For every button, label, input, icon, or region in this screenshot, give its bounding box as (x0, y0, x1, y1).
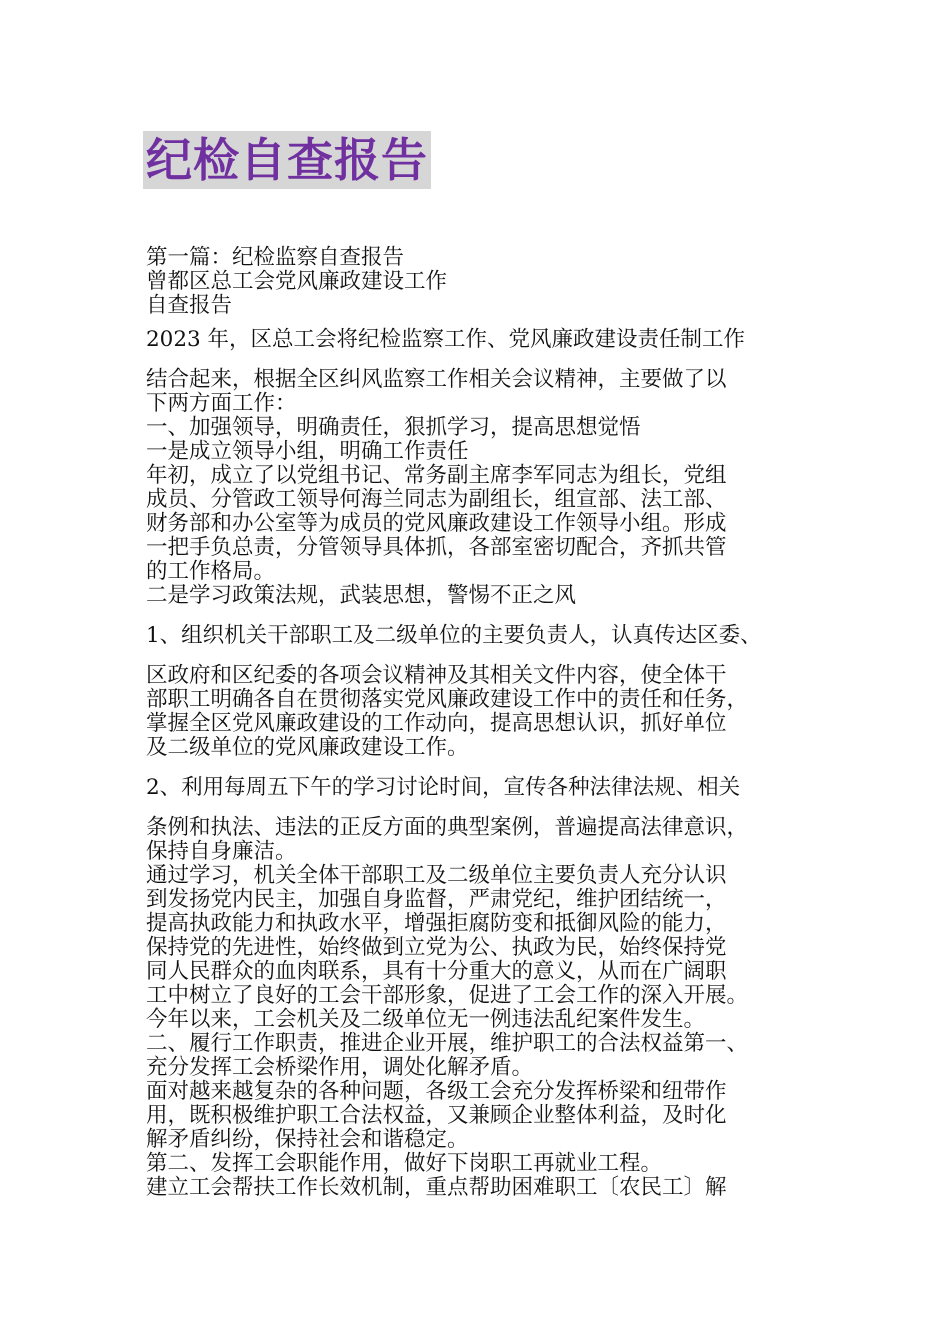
body-line: 二、履行工作职责，推进企业开展，维护职工的合法权益第一、 (146, 1031, 749, 1056)
body-line: 年初，成立了以党组书记、常务副主席李军同志为组长，党组 (146, 463, 727, 488)
body-line: 曾都区总工会党风廉政建设工作 (146, 269, 448, 294)
body-line: 充分发挥工会桥梁作用，调处化解矛盾。 (146, 1055, 534, 1080)
body-line: 到发扬党内民主，加强自身监督，严肃党纪，维护团结统一， (146, 887, 727, 912)
body-line: 保持自身廉洁。 (146, 839, 297, 864)
body-line: 工中树立了良好的工会干部形象，促进了工会工作的深入开展。 (146, 983, 749, 1008)
body-line: 二是学习政策法规，武装思想，警惕不正之风 (146, 583, 577, 608)
body-line: 下两方面工作： (146, 391, 297, 416)
body-line: 今年以来，工会机关及二级单位无一例违法乱纪案件发生。 (146, 1007, 706, 1032)
body-line: 第二、发挥工会职能作用，做好下岗职工再就业工程。 (146, 1151, 663, 1176)
body-line: 保持党的先进性，始终做到立党为公、执政为民，始终保持党 (146, 935, 727, 960)
body-line: 自查报告 (146, 293, 233, 318)
body-line: 条例和执法、违法的正反方面的典型案例，普遍提高法律意识， (146, 815, 749, 840)
body-line: 的工作格局。 (146, 559, 276, 584)
body-line: 提高执政能力和执政水平，增强拒腐防变和抵御风险的能力， (146, 911, 727, 936)
body-line: 2、利用每周五下午的学习讨论时间，宣传各种法律法规、相关 (146, 775, 741, 800)
body-line: 及二级单位的党风廉政建设工作。 (146, 735, 469, 760)
body-line: 掌握全区党风廉政建设的工作动向，提高思想认识，抓好单位 (146, 711, 727, 736)
body-line: 建立工会帮扶工作长效机制，重点帮助困难职工〔农民工〕解 (146, 1175, 727, 1200)
body-line: 一把手负总责，分管领导具体抓，各部室密切配合，齐抓共管 (146, 535, 727, 560)
body-line: 财务部和办公室等为成员的党风廉政建设工作领导小组。形成 (146, 511, 727, 536)
body-line: 成员、分管政工领导何海兰同志为副组长，组宣部、法工部、 (146, 487, 727, 512)
document-body (146, 246, 826, 1200)
body-line: 2023 年，区总工会将纪检监察工作、党风廉政建设责任制工作 (146, 327, 746, 352)
body-line: 一、加强领导，明确责任，狠抓学习，提高思想觉悟 (146, 415, 641, 440)
body-line: 通过学习，机关全体干部职工及二级单位主要负责人充分认识 (146, 863, 727, 888)
body-line: 1、组织机关干部职工及二级单位的主要负责人，认真传达区委、 (146, 623, 762, 648)
document-title: 纪检自查报告 (143, 131, 431, 189)
body-line: 第一篇：纪检监察自查报告 (146, 245, 405, 270)
body-line: 一是成立领导小组，明确工作责任 (146, 439, 469, 464)
body-line: 结合起来，根据全区纠风监察工作相关会议精神，主要做了以 (146, 367, 727, 392)
body-line: 同人民群众的血肉联系，具有十分重大的意义，从而在广阔职 (146, 959, 727, 984)
body-line: 区政府和区纪委的各项会议精神及其相关文件内容，使全体干 (146, 663, 727, 688)
body-line: 面对越来越复杂的各种问题，各级工会充分发挥桥梁和纽带作 (146, 1079, 727, 1104)
body-line: 解矛盾纠纷，保持社会和谐稳定。 (146, 1127, 469, 1152)
body-line: 部职工明确各自在贯彻落实党风廉政建设工作中的责任和任务， (146, 687, 749, 712)
body-line: 用，既积极维护职工合法权益，又兼顾企业整体利益，及时化 (146, 1103, 727, 1128)
